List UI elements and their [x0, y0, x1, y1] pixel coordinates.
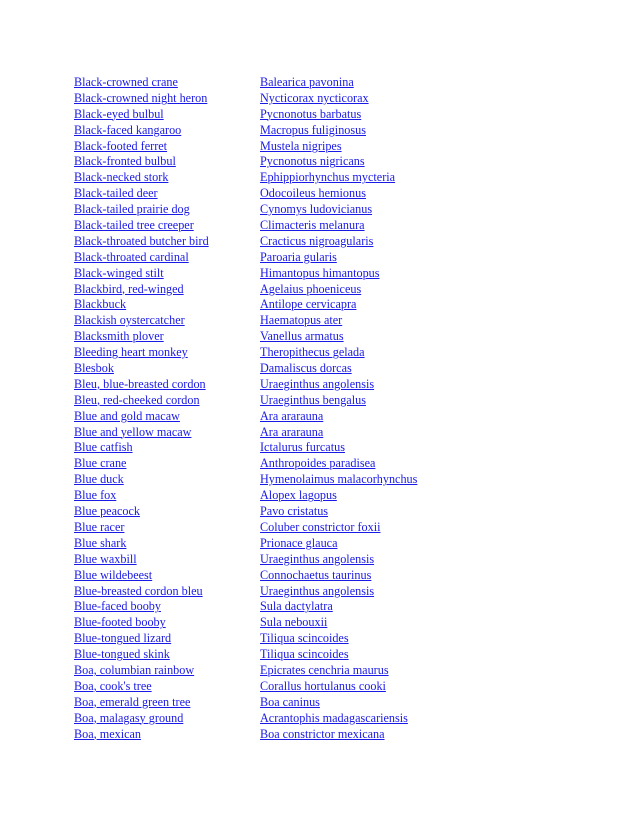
common-name-link[interactable]: Bleu, red-cheeked cordon [74, 392, 200, 407]
common-name-link[interactable]: Boa, emerald green tree [74, 694, 191, 709]
scientific-name-link[interactable]: Damaliscus dorcas [260, 361, 352, 376]
table-row [74, 297, 574, 313]
table-row [74, 409, 574, 425]
table-row [74, 599, 574, 615]
common-name-link[interactable]: Black-footed ferret [74, 138, 168, 153]
common-name-link[interactable]: Blue-breasted cordon bleu [74, 583, 203, 598]
common-name-link[interactable]: Blackbird, red-winged [74, 281, 184, 296]
table-row [74, 266, 574, 282]
table-row [74, 456, 574, 472]
common-name-link[interactable]: Blue and yellow macaw [74, 424, 192, 439]
common-name-link[interactable]: Blue wildebeest [74, 567, 153, 582]
common-name-link[interactable]: Black-tailed deer [74, 186, 158, 201]
table-row [74, 695, 574, 711]
scientific-name-link[interactable]: Ara ararauna [260, 424, 324, 439]
scientific-name-link[interactable]: Ara ararauna [260, 408, 324, 423]
table-row [74, 584, 574, 600]
common-name-link[interactable]: Boa, malagasy ground [74, 710, 184, 725]
scientific-name-link[interactable]: Vanellus armatus [260, 329, 344, 344]
scientific-name-link[interactable]: Uraeginthus angolensis [260, 583, 375, 598]
table-row [74, 568, 574, 584]
scientific-name-link[interactable]: Sula nebouxii [260, 615, 328, 630]
table-row [74, 615, 574, 631]
scientific-name-link[interactable]: Boa constrictor mexicana [260, 726, 385, 741]
scientific-name-link[interactable]: Uraeginthus bengalus [260, 392, 366, 407]
table-row [74, 425, 574, 441]
common-name-link[interactable]: Blue duck [74, 472, 124, 487]
scientific-name-link[interactable]: Boa caninus [260, 694, 320, 709]
table-row [74, 329, 574, 345]
scientific-name-link[interactable]: Uraeginthus angolensis [260, 376, 375, 391]
scientific-name-link[interactable]: Theropithecus gelada [260, 345, 365, 360]
common-name-link[interactable]: Blue racer [74, 519, 125, 534]
table-row [74, 711, 574, 727]
scientific-name-link[interactable]: Tiliqua scincoides [260, 647, 349, 662]
scientific-name-link[interactable]: Corallus hortulanus cooki [260, 678, 386, 693]
scientific-name-link[interactable]: Epicrates cenchria maurus [260, 662, 389, 677]
common-name-link[interactable]: Black-throated butcher bird [74, 233, 209, 248]
common-name-link[interactable]: Blue waxbill [74, 551, 137, 566]
common-name-link[interactable]: Blackbuck [74, 297, 127, 312]
scientific-name-link[interactable]: Cracticus nigroagularis [260, 233, 374, 248]
common-name-link[interactable]: Black-throated cardinal [74, 249, 189, 264]
scientific-name-link[interactable]: Coluber constrictor foxii [260, 519, 381, 534]
common-name-link[interactable]: Bleu, blue-breasted cordon [74, 376, 206, 391]
table-row [74, 345, 574, 361]
scientific-name-link[interactable]: Nycticorax nycticorax [260, 90, 369, 105]
table-row [74, 282, 574, 298]
table-row [74, 75, 574, 91]
table-row [74, 107, 574, 123]
scientific-name-link[interactable]: Balearica pavonina [260, 75, 354, 89]
common-name-link[interactable]: Blacksmith plover [74, 329, 164, 344]
table-row [74, 393, 574, 409]
scientific-name-link[interactable]: Paroaria gularis [260, 249, 337, 264]
table-row [74, 313, 574, 329]
table-row [74, 91, 574, 107]
table-row [74, 663, 574, 679]
table-row [74, 520, 574, 536]
common-name-link[interactable]: Blue-tongued skink [74, 647, 170, 662]
scientific-name-link[interactable]: Antilope cervicapra [260, 297, 357, 312]
scientific-name-link[interactable]: Pavo cristatus [260, 504, 329, 519]
scientific-name-link[interactable]: Agelaius phoeniceus [260, 281, 362, 296]
common-name-link[interactable]: Black-faced kangaroo [74, 122, 182, 137]
common-name-link[interactable]: Blue-faced booby [74, 599, 161, 614]
table-row [74, 123, 574, 139]
common-name-link[interactable]: Black-fronted bulbul [74, 154, 176, 169]
common-name-link[interactable]: Blue-tongued lizard [74, 631, 172, 646]
table-row [74, 154, 574, 170]
table-row [74, 504, 574, 520]
scientific-name-link[interactable]: Tiliqua scincoides [260, 631, 349, 646]
table-row [74, 552, 574, 568]
table-row [74, 631, 574, 647]
table-row [74, 139, 574, 155]
common-name-link[interactable]: Black-winged stilt [74, 265, 164, 280]
common-name-link[interactable]: Black-crowned crane [74, 75, 178, 89]
common-name-link[interactable]: Blue-footed booby [74, 615, 166, 630]
common-name-link[interactable]: Blue fox [74, 488, 117, 503]
scientific-name-link[interactable]: Macropus fuliginosus [260, 122, 366, 137]
table-row [74, 488, 574, 504]
table-row [74, 727, 574, 743]
table-row [74, 679, 574, 695]
table-row [74, 377, 574, 393]
common-name-link[interactable]: Blackish oystercatcher [74, 313, 185, 328]
scientific-name-link[interactable]: Pycnonotus barbatus [260, 106, 362, 121]
common-name-link[interactable]: Blue and gold macaw [74, 408, 180, 423]
common-name-link[interactable]: Blue peacock [74, 504, 140, 519]
common-name-link[interactable]: Black-eyed bulbul [74, 106, 164, 121]
scientific-name-link[interactable]: Anthropoides paradisea [260, 456, 376, 471]
table-row [74, 472, 574, 488]
common-name-link[interactable]: Bleeding heart monkey [74, 345, 188, 360]
scientific-name-link[interactable]: Acrantophis madagascariensis [260, 710, 408, 725]
common-name-link[interactable]: Blue crane [74, 456, 127, 471]
table-row [74, 361, 574, 377]
scientific-name-link[interactable]: Climacteris melanura [260, 218, 365, 233]
table-row [74, 170, 574, 186]
table-row [74, 536, 574, 552]
scientific-name-link[interactable]: Sula dactylatra [260, 599, 333, 614]
table-row [74, 218, 574, 234]
common-name-link[interactable]: Black-tailed prairie dog [74, 202, 190, 217]
table-row [74, 234, 574, 250]
common-name-link[interactable]: Boa, cook's tree [74, 678, 152, 693]
common-name-link[interactable]: Black-necked stork [74, 170, 169, 185]
common-name-link[interactable]: Black-tailed tree creeper [74, 218, 194, 233]
scientific-name-link[interactable]: Ictalurus furcatus [260, 440, 345, 455]
common-name-link[interactable]: Blesbok [74, 361, 114, 376]
common-name-link[interactable]: Boa, columbian rainbow [74, 662, 195, 677]
table-row [74, 186, 574, 202]
common-name-link[interactable]: Blue catfish [74, 440, 133, 455]
scientific-name-link[interactable]: Himantopus himantopus [260, 265, 380, 280]
common-name-link[interactable]: Blue shark [74, 535, 127, 550]
scientific-name-link[interactable]: Ephippiorhynchus mycteria [260, 170, 396, 185]
table-row [74, 250, 574, 266]
table-row [74, 647, 574, 663]
common-name-link[interactable]: Boa, mexican [74, 726, 142, 741]
species-table [74, 75, 574, 742]
table-row [74, 440, 574, 456]
scientific-name-link[interactable]: Pycnonotus nigricans [260, 154, 365, 169]
scientific-name-link[interactable]: Alopex lagopus [260, 488, 337, 503]
scientific-name-link[interactable]: Prionace glauca [260, 535, 338, 550]
scientific-name-link[interactable]: Connochaetus taurinus [260, 567, 372, 582]
scientific-name-link[interactable]: Cynomys ludovicianus [260, 202, 373, 217]
scientific-name-link[interactable]: Uraeginthus angolensis [260, 551, 375, 566]
scientific-name-link[interactable]: Mustela nigripes [260, 138, 342, 153]
table-row [74, 202, 574, 218]
scientific-name-link[interactable]: Haematopus ater [260, 313, 343, 328]
scientific-name-link[interactable]: Hymenolaimus malacorhynchus [260, 472, 418, 487]
scientific-name-link[interactable]: Odocoileus hemionus [260, 186, 366, 201]
common-name-link[interactable]: Black-crowned night heron [74, 90, 208, 105]
